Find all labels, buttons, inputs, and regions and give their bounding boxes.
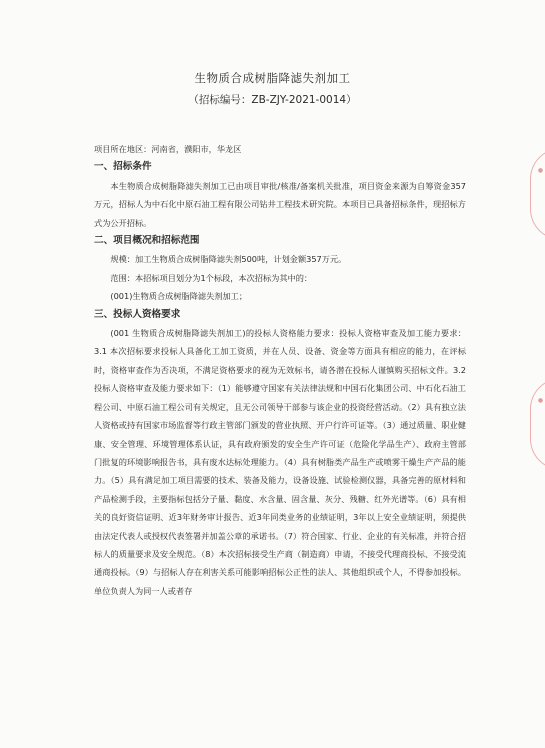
seal-stamp-edge: ● [530, 148, 545, 240]
project-scale-paragraph: 规模：加工生物质合成树脂降滤失剂500吨，计划金额357万元。 [110, 254, 347, 265]
document-title: 生物质合成树脂降滤失剂加工 [194, 71, 351, 85]
seal-stamp-edge: ● [530, 378, 545, 470]
document-body [94, 140, 466, 600]
project-scope-paragraph: 范围：本招标项目划分为1个标段，本次招标为其中的： [110, 272, 313, 283]
section-heading-bidder-qualifications: 三、投标人资格要求 [94, 308, 181, 320]
bidder-qualifications-paragraph: (001 生物质合成树脂降滤失剂加工)的投标人资格能力要求：投标人资格审查及加工能力要求：3.1 本次招标要求投标人具备化工加工资质，并在人员、设备、资金等方面具有相应的能力，在评标时，资格审查作为否决项，不满足资格要求的视为无效标书，请各潜在投标人谨慎购买招标文件。3.2 投标人资格审查及能力要求如下：（1）能够遵守国家有关法律法规和中国石化集团公司、中石化石油工程公司、中原石油工程公司有关规定，且无公司领导干部参与该企业的投资经营活动。（2）具有独立法人资格或持有国家市场监督等行政主管部门颁发的营业执照、开户行许可证等。（3）通过质量、职业健康、安全管理、环境管理体系认证，具有政府颁发的安全生产许可证（危险化学品生产）、政府主管部门批复的环境影响报告书，具有废水达标处理能力。（4）具有树脂类产品生产或喷雾干燥生产产品的能力。（5）具有满足加工项目需要的技术、装备及能力，设备设施、试验检测仪器，具备完善的原材料和产品检测手段，主要指标包括分子量、黏度、水含量、固含量、灰分、残糖、红外光谱等。（6）具有相关的良好资信证明、近3年财务审计报告、近3年同类业务的业绩证明，3年以上安全业绩证明，须提供由法定代表人或授权代表签署并加盖公章的承诺书。（7）符合国家、行业、企业的有关标准，并符合招标人的质量要求及安全规范。（8）本次招标接受生产商（制造商）申请，不接受代理商投标、不接受流通商投标。（9）与招标人存在利害关系可能影响招标公正性的法人、其他组织或个人，不得参加投标。单位负责人为同一人或者存 [94, 328, 466, 596]
section-heading-tender-conditions: 一、招标条件 [94, 161, 152, 173]
section-heading-project-overview: 二、项目概况和招标范围 [94, 235, 200, 247]
tender-code: （招标编号：ZB-ZJY-2021-0014） [188, 94, 357, 106]
tender-conditions-paragraph: 本生物质合成树脂降滤失剂加工已由项目审批/核准/备案机关批准，项目资金来源为自筹资金357万元，招标人为中石化中原石油工程有限公司钻井工程技术研究院。本项目已具备招标条件，现招标方式为公开招标。 [94, 180, 466, 228]
lot-item-paragraph: (001)生物质合成树脂降滤失剂加工； [110, 291, 248, 302]
project-location: 项目所在地区：河南省，濮阳市，华龙区 [94, 144, 242, 154]
